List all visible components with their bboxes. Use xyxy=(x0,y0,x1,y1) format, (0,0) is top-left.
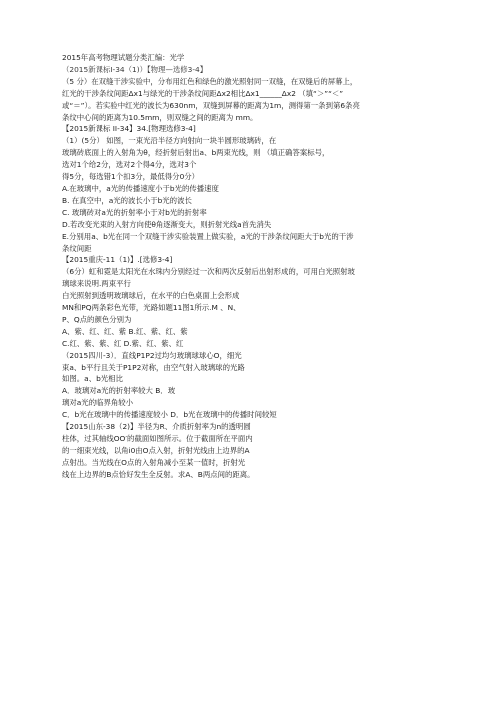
option-line: D.若改变光束的入射方向使θ角逐渐变大，则折射光线a首先消失 xyxy=(62,219,272,229)
text-line: 条纹间距 xyxy=(62,243,92,253)
text-line: 选对1个给2分，选对2个得4分，选对3个 xyxy=(62,160,197,170)
section-heading: 【2015新课标 II-34】34.[物理选修3-4] xyxy=(62,124,196,134)
text-line: 璃球来说明.两束平行 xyxy=(62,279,131,289)
section-heading: （2015新课标I-34（1)）【物理—选修3-4】 xyxy=(62,64,208,74)
text-line: 条纹中心间的距离为10.5mm，则双缝之间的距离为 mm。 xyxy=(62,112,258,122)
section-heading: 【2015山东-38（2)】半径为R、介质折射率为n的透明圆 xyxy=(62,422,251,432)
text-line: （6分）虹和霓是太阳光在水珠内分别经过一次和两次反射后出射形成的，可用白光照射玻 xyxy=(62,267,355,277)
text-line: 如图。a、b光相比 xyxy=(62,374,123,384)
document-body xyxy=(62,52,442,481)
text-line: 线在上边界的B点恰好发生全反射。求A、B两点间的距离。 xyxy=(62,469,255,479)
section-heading: （2015四川-3）．直线P1P2过均匀玻璃球球心O，细光 xyxy=(62,350,242,360)
section-heading: 【2015重庆-11（1)】.[选修3-4] xyxy=(62,255,173,265)
text-line: P、Q点的颜色分别为 xyxy=(62,314,132,324)
option-line: C. 玻璃砖对a光的折射率小于对b光的折射率 xyxy=(62,207,207,217)
text-line: 得5分，每选错1个扣3分，最低得分0分） xyxy=(62,172,200,182)
option-line: A.在玻璃中，a光的传播速度小于b光的传播速度 xyxy=(62,183,219,193)
option-line: B. 在真空中，a光的波长小于b光的波长 xyxy=(62,195,192,205)
text-line: 或“＝”）。若实验中红光的波长为630nm，双缝到屏幕的距离为1m，测得第一条到第6条亮 xyxy=(62,100,360,110)
text-line: MN和PQ两条彩色光带，光路如题11图1所示.M 、N、 xyxy=(62,303,241,313)
option-line: C.红、紫、紫、红 D.紫、红、紫、红 xyxy=(62,338,184,348)
option-line: A、紫、红、红、紫 B.红、紫、红、紫 xyxy=(62,326,188,336)
text-line: 玻璃砖底面上的入射角为θ，经折射后射出a、b两束光线，则 （填正确答案标号， xyxy=(62,148,330,158)
text-line: 白光照射到透明玻璃球后，在水平的白色桌面上会形成 xyxy=(62,291,240,301)
option-line: A．玻璃对a光的折射率较大 B．玻 xyxy=(62,386,176,396)
text-line: 红光的干涉条纹间距Δx1与绿光的干涉条纹间距Δx2相比Δx1______Δx2 （填“＞”“＜” xyxy=(62,88,344,98)
option-line: C．b光在玻璃中的传播速度较小 D．b光在玻璃中的传播时间较短 xyxy=(62,410,277,420)
text-line: （1）(5分） 如图，一束光沿半径方向射向一块半圆形玻璃砖，在 xyxy=(62,136,277,146)
text-line: （5 分）在双缝干涉实验中，分布用红色和绿色的激光照射同一双缝，在双缝后的屏幕上， xyxy=(62,76,358,86)
option-line: E.分别用a、b光在同一个双缝干涉实验装置上做实验，a光的干涉条纹间距大于b光的干涉 xyxy=(62,231,354,241)
doc-title: 2015年高考物理试题分类汇编：光学 xyxy=(62,53,185,62)
text-line: 柱体，过其轴线OO′的截面如图所示。位于截面所在平面内 xyxy=(62,434,253,443)
text-line: 束a、b平行且关于P1P2对称，由空气射入玻璃球的光路 xyxy=(62,362,245,372)
text-line: 的一细束光线，以角i0由O点入射，折射光线由上边界的A xyxy=(62,445,250,455)
option-line: 璃对a光的临界角较小 xyxy=(62,398,134,408)
text-line: 点射出。当光线在O点的入射角减小至某一值时，折射光 xyxy=(62,457,246,467)
